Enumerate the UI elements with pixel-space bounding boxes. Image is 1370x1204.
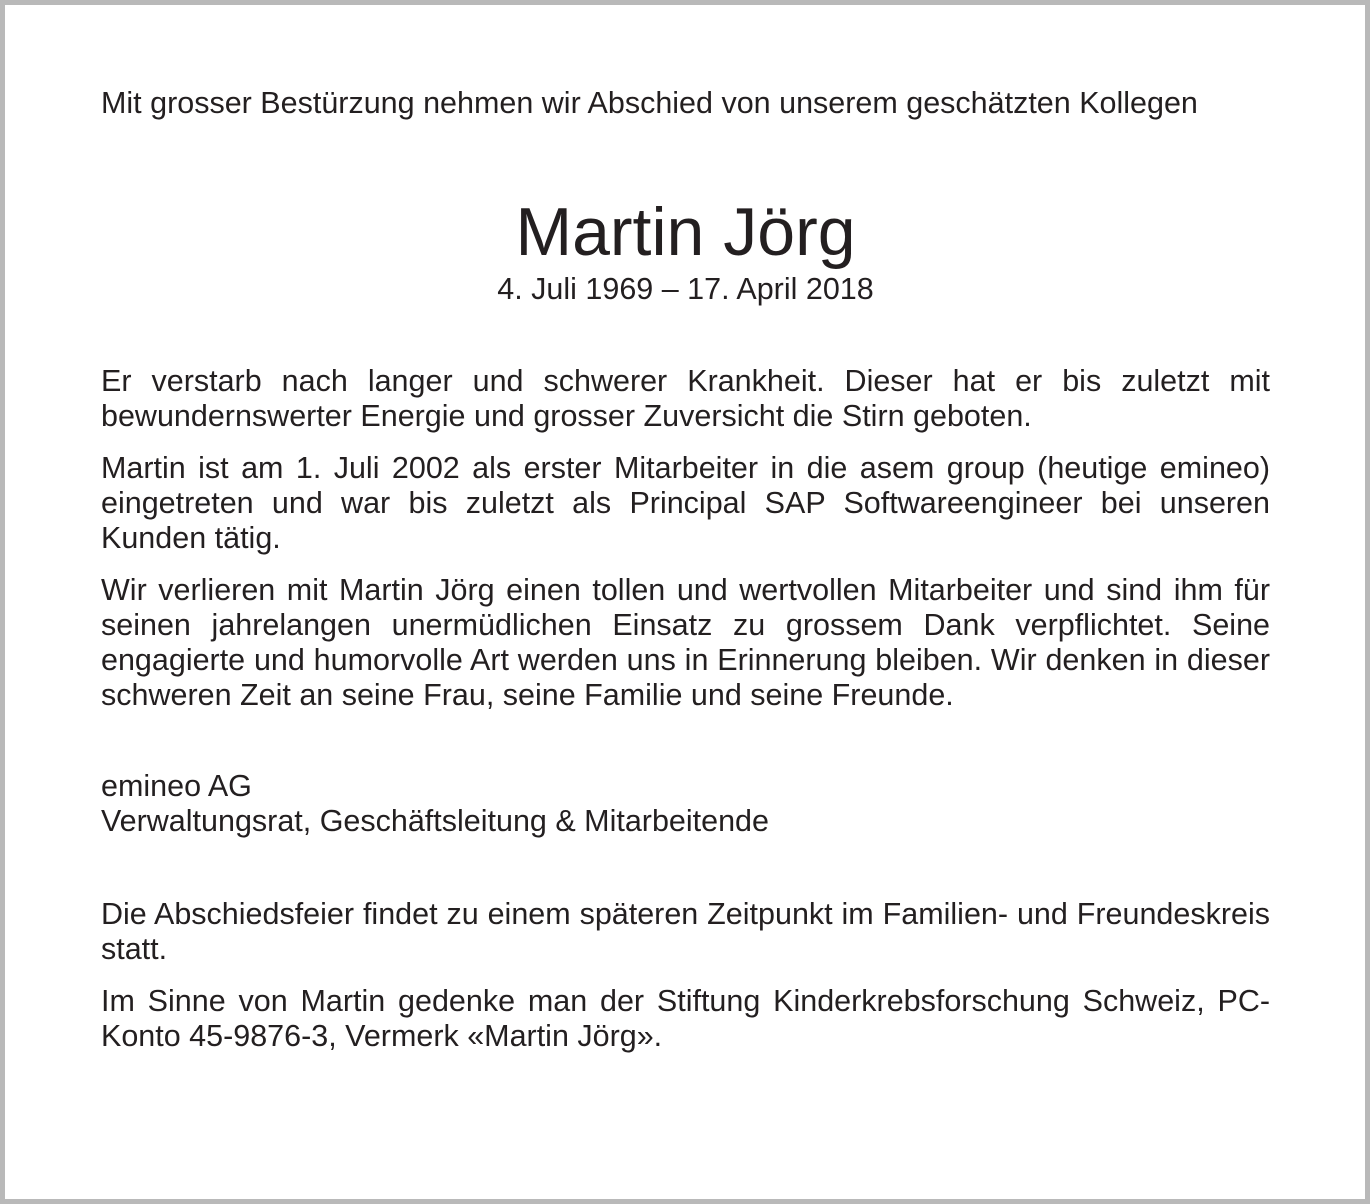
donation-note: Im Sinne von Martin gedenke man der Stiftung Kinderkrebsforschung Schweiz, PC-Konto 45-9876-3, Vermerk «Martin Jörg». (101, 984, 1270, 1053)
company-name: emineo AG (101, 769, 252, 803)
paragraph-career: Martin ist am 1. Juli 2002 als erster Mitarbeiter in die asem group (heutige emineo) eingetreten und war bis zuletzt als Principal SAP Softwareengineer bei unseren Kunden tätig. (101, 451, 1270, 555)
paragraph-tribute: Wir verlieren mit Martin Jörg einen tollen und wertvollen Mitarbeiter und sind ihm für seinen jahrelangen unermüdlichen Einsatz zu grossem Dank verpflichtet. Seine engagierte und humorvolle Art werden uns in Erinnerung bleiben. Wir denken in dieser schweren Zeit an seine Frau, seine Familie und seine Freunde. (101, 573, 1270, 712)
life-dates: 4. Juli 1969 – 17. April 2018 (497, 272, 874, 306)
signature-block (101, 769, 1270, 839)
deceased-name: Martin Jörg (515, 194, 856, 270)
farewell-note: Die Abschiedsfeier findet zu einem späteren Zeitpunkt im Familien- und Freundeskreis statt. (101, 897, 1270, 966)
signature-groups: Verwaltungsrat, Geschäftsleitung & Mitarbeitende (101, 804, 769, 838)
paragraph-illness: Er verstarb nach langer und schwerer Krankheit. Dieser hat er bis zuletzt mit bewundernswerter Energie und grosser Zuversicht die Stirn geboten. (101, 364, 1270, 433)
obituary-notice (101, 86, 1270, 1054)
intro-text: Mit grosser Bestürzung nehmen wir Abschied von unserem geschätzten Kollegen (101, 86, 1198, 120)
